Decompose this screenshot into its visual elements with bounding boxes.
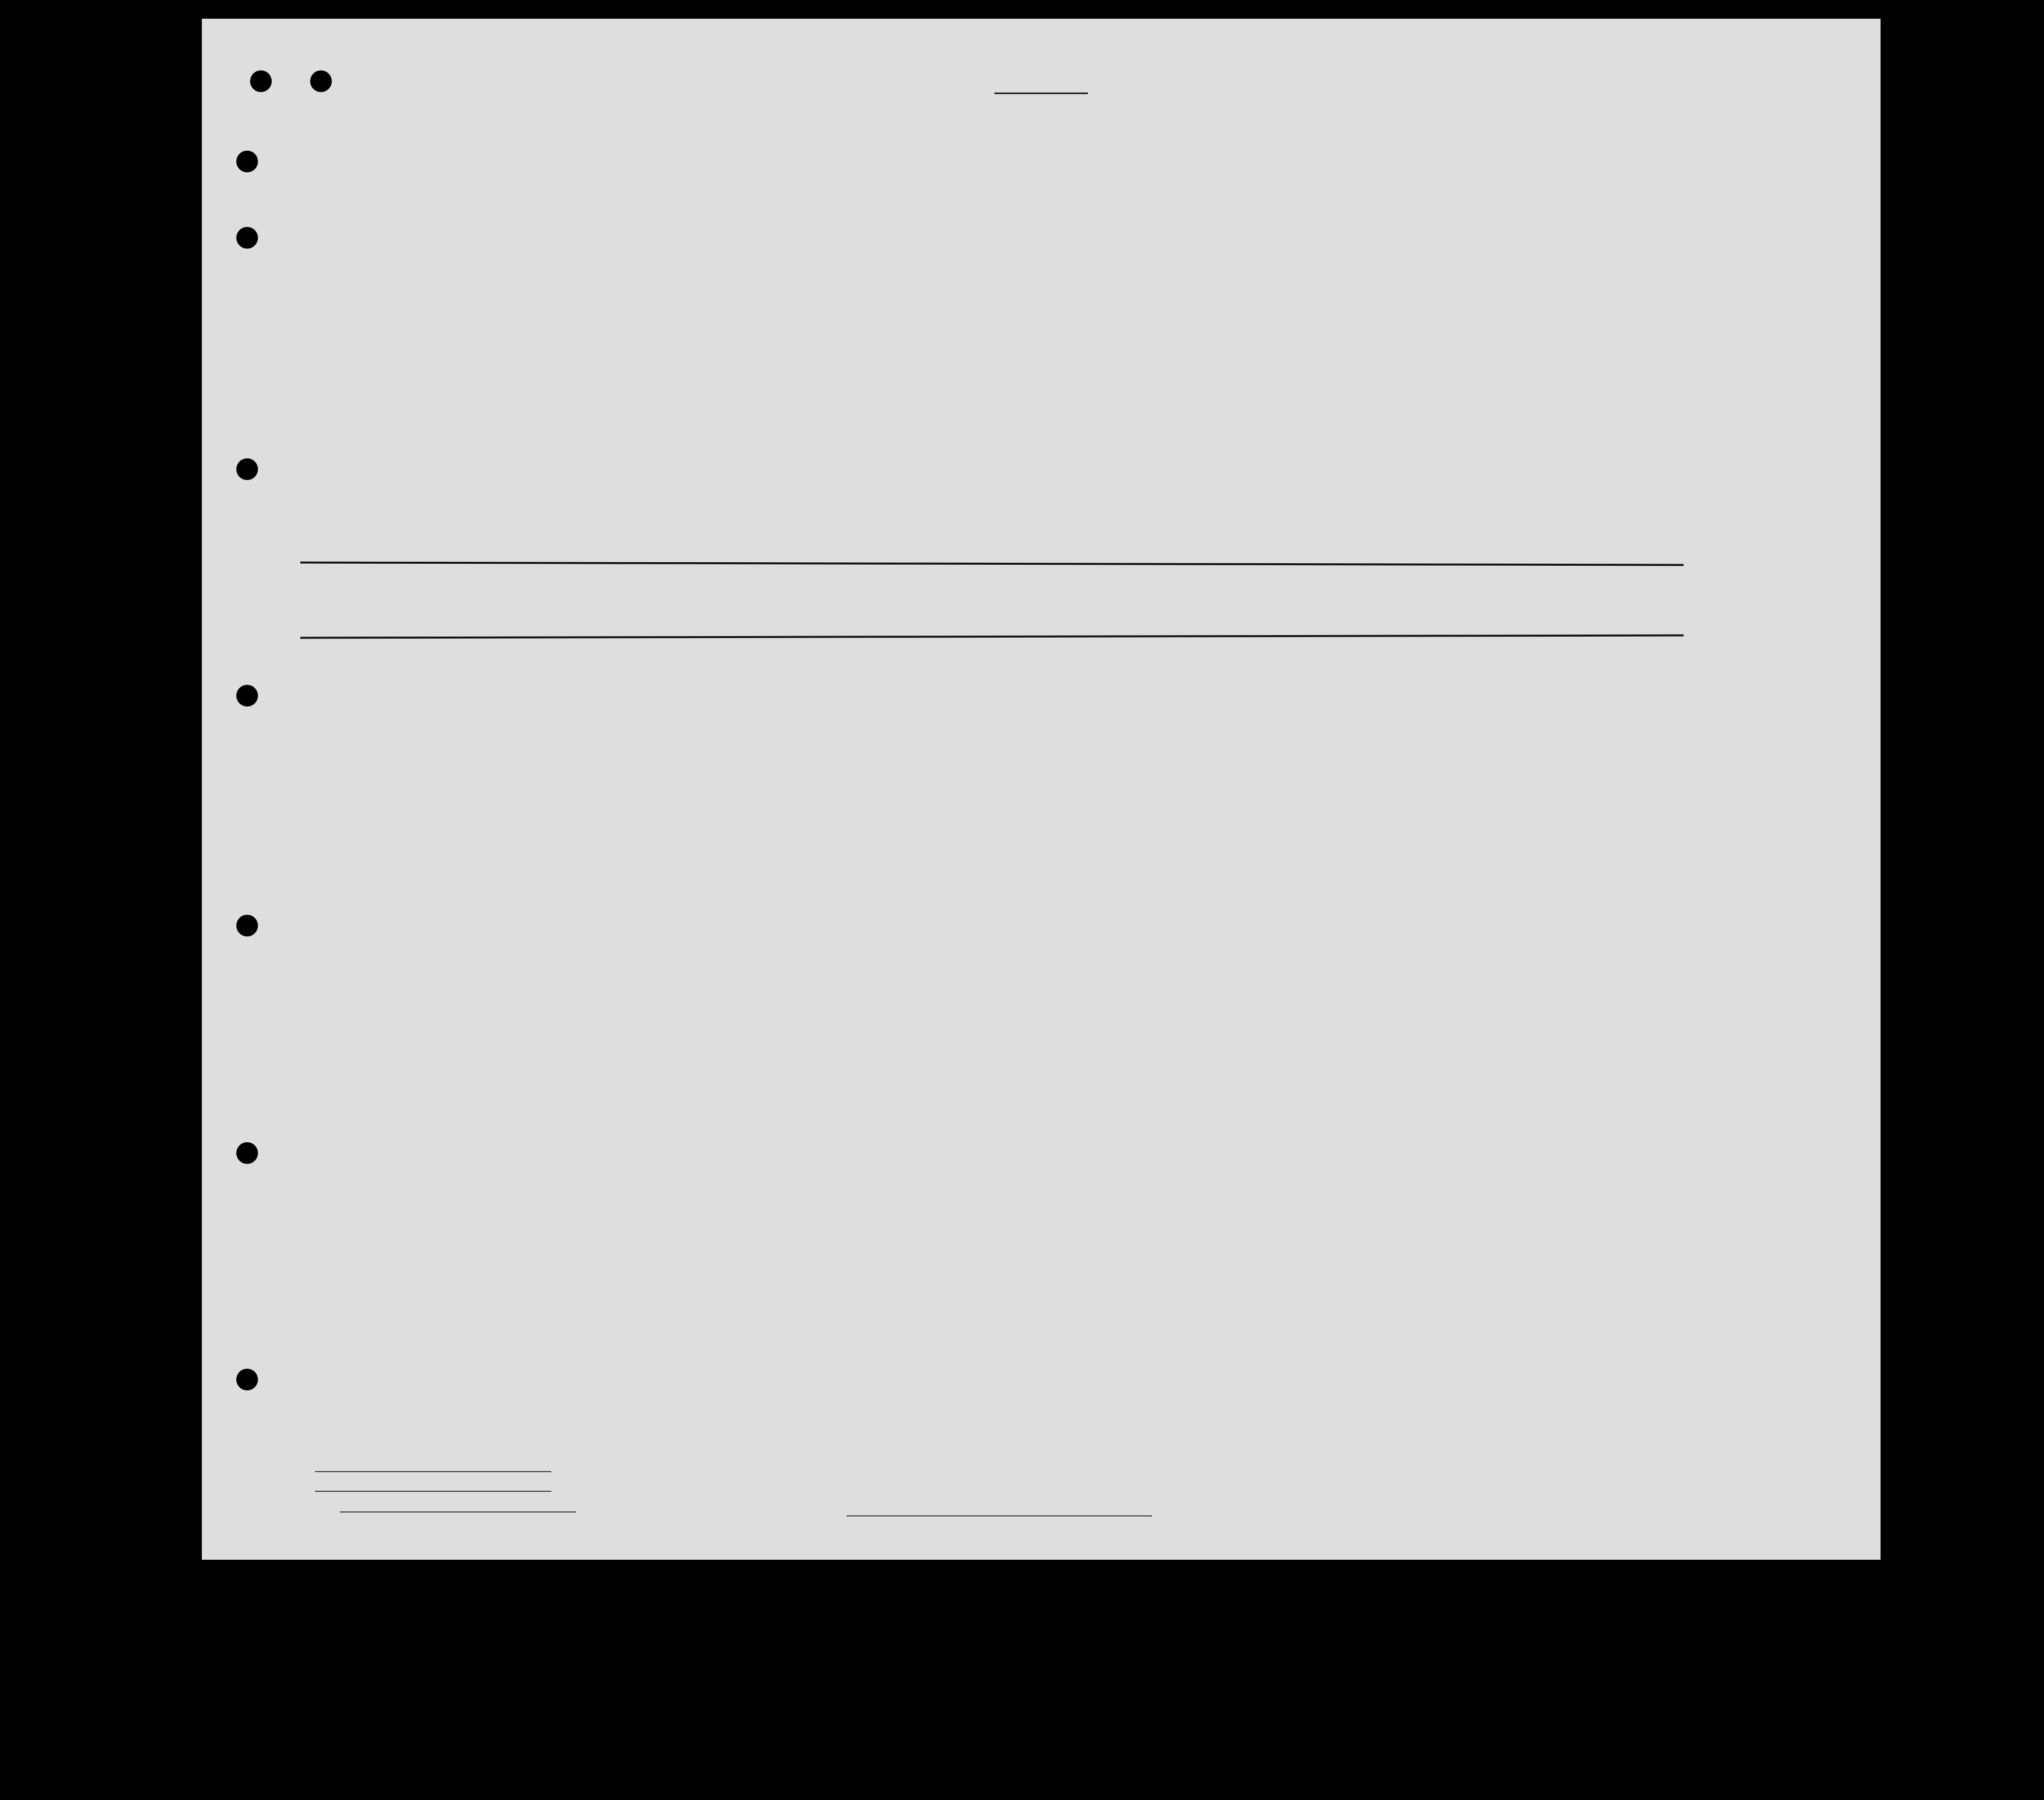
col-age-header [1080, 206, 1113, 229]
col-member-header [283, 206, 340, 208]
col-position-header [720, 206, 833, 221]
col-sex-header [1113, 206, 1152, 229]
footer-rule [340, 1511, 576, 1512]
col-nationality-header [1250, 206, 1339, 229]
col-physical-header [1434, 206, 1532, 221]
col-race-header [1152, 206, 1250, 229]
footer-rule [315, 1491, 551, 1492]
col-no-header [255, 206, 283, 211]
col-shipped-header [833, 206, 986, 221]
col-read-header [1033, 206, 1080, 221]
col-height-header [1339, 206, 1386, 229]
col-weight-header [1386, 206, 1434, 229]
col-action-header [1704, 206, 1821, 217]
table-grid [202, 19, 1881, 1560]
col-name-header [340, 206, 661, 221]
manifest-sheet [202, 19, 1881, 1560]
col-length-header [661, 206, 720, 211]
col-discharged-header [986, 206, 1033, 208]
col-remarks-header [1532, 206, 1704, 217]
footer-rule [315, 1471, 551, 1472]
signature-rule [847, 1515, 1152, 1516]
